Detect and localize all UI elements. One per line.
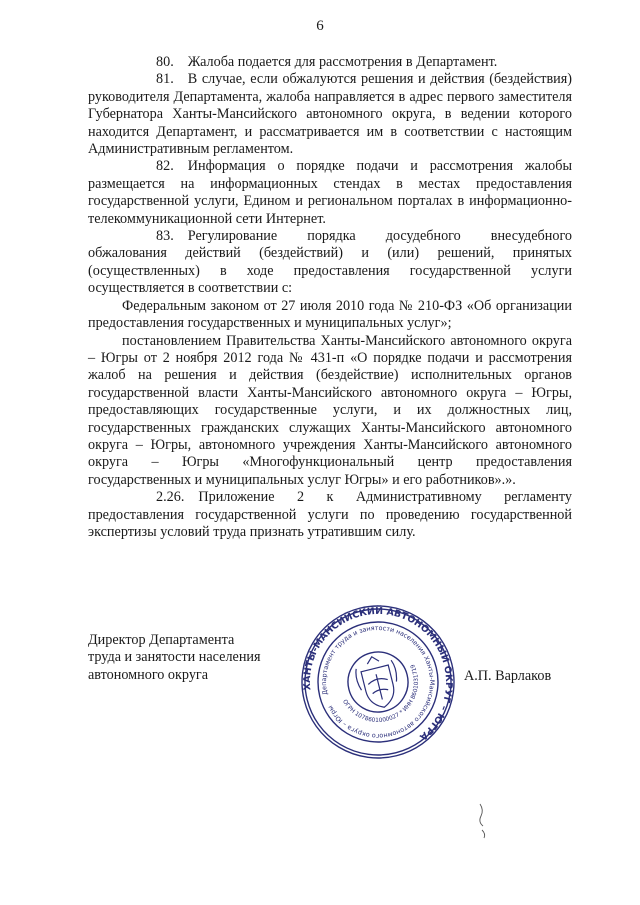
paragraph-text: постановлением Правительства Ханты-Мансийского автономного округа – Югры от 2 ноября 2012 года № 431-п «О порядке подачи и рассмотрения жалоб на решения и действия (бездействие) исполнительных органов государственной власти Ханты-Мансийского автономного округа – Югры, предоставляющих государственные услуги, и их должностных лиц, государственных гражданских служащих Ханты-Мансийского автономного округа – Югры, автономного учреждения Ханты-Мансийского автономного округа – Югры «Многофункциональный центр предоставления государственных и муниципальных услуг Югры» и его работников».». bbox=[88, 332, 572, 488]
signer-name: А.П. Варлаков bbox=[464, 668, 552, 684]
seal-inner-text: Департамент труда и занятости населения Ханты-Мансийского автономного округа – Югры bbox=[319, 623, 437, 741]
body-text bbox=[88, 54, 572, 541]
paragraph-text: Приложение 2 к Административному регламенту предоставления государственной услуги по проведению государственной экспертизы условий труда признать утратившим силу. bbox=[88, 489, 572, 540]
paragraph-text: В случае, если обжалуются решения и действия (бездействия) руководителя Департамента, жалоба направляется в адрес первого заместителя Губернатора Ханты-Мансийского автономного округа, в ведении которого находится Департамент, и рассматривается им в соответствии с настоящим Административным регламентом. bbox=[88, 71, 572, 158]
paragraph-number: 83. bbox=[156, 228, 174, 245]
paragraph-resolution bbox=[88, 333, 572, 490]
paragraph-text: Жалоба подается для рассмотрения в Департамент. bbox=[187, 54, 498, 70]
paragraph-81 bbox=[88, 71, 572, 158]
signer-title bbox=[88, 632, 261, 684]
signature-block bbox=[88, 605, 572, 770]
paragraph-text: Федеральным законом от 27 июля 2010 года № 210-ФЗ «Об организации предоставления государственных и муниципальных услуг»; bbox=[88, 297, 572, 332]
page-number: 6 bbox=[316, 18, 324, 34]
paragraph-text: Информация о порядке подачи и рассмотрения жалобы размещается на информационных стендах в местах предоставления государственной услуги, Едином и региональном порталах в информационно-телекоммуникационной сети Интернет. bbox=[88, 158, 572, 227]
signer-title-line: Директор Департамента bbox=[88, 632, 235, 648]
signer-title-line: автономного округа bbox=[88, 666, 209, 683]
seal-emblem-icon bbox=[352, 652, 403, 712]
paragraph-text: Регулирование порядка досудебного внесудебного обжалования действий (бездействий) и (или) решений, принятых (осуществленных) в ходе предоставления государственной услуги осуществляется в соответствии с: bbox=[88, 228, 572, 297]
pen-mark-icon bbox=[472, 800, 492, 840]
paragraph-number: 82. bbox=[156, 158, 174, 175]
paragraph-2-26 bbox=[88, 489, 572, 541]
paragraph-number: 81. bbox=[156, 71, 174, 88]
official-seal bbox=[298, 602, 458, 762]
seal-outer-text: ХАНТЫ-МАНСИЙСКИЙ АВТОНОМНЫЙ ОКРУГ – ЮГРА bbox=[301, 605, 455, 743]
paragraph-federal-law bbox=[88, 298, 572, 333]
paragraph-82 bbox=[88, 158, 572, 228]
paragraph-number: 2.26. bbox=[156, 489, 185, 506]
paragraph-83 bbox=[88, 228, 572, 298]
seal-id-text: ОГРН 1078601000027 * ИНН 8601031719 bbox=[341, 662, 421, 725]
signer-title-line: труда и занятости населения bbox=[88, 649, 261, 666]
paragraph-80 bbox=[88, 54, 572, 71]
paragraph-number: 80. bbox=[156, 54, 174, 70]
